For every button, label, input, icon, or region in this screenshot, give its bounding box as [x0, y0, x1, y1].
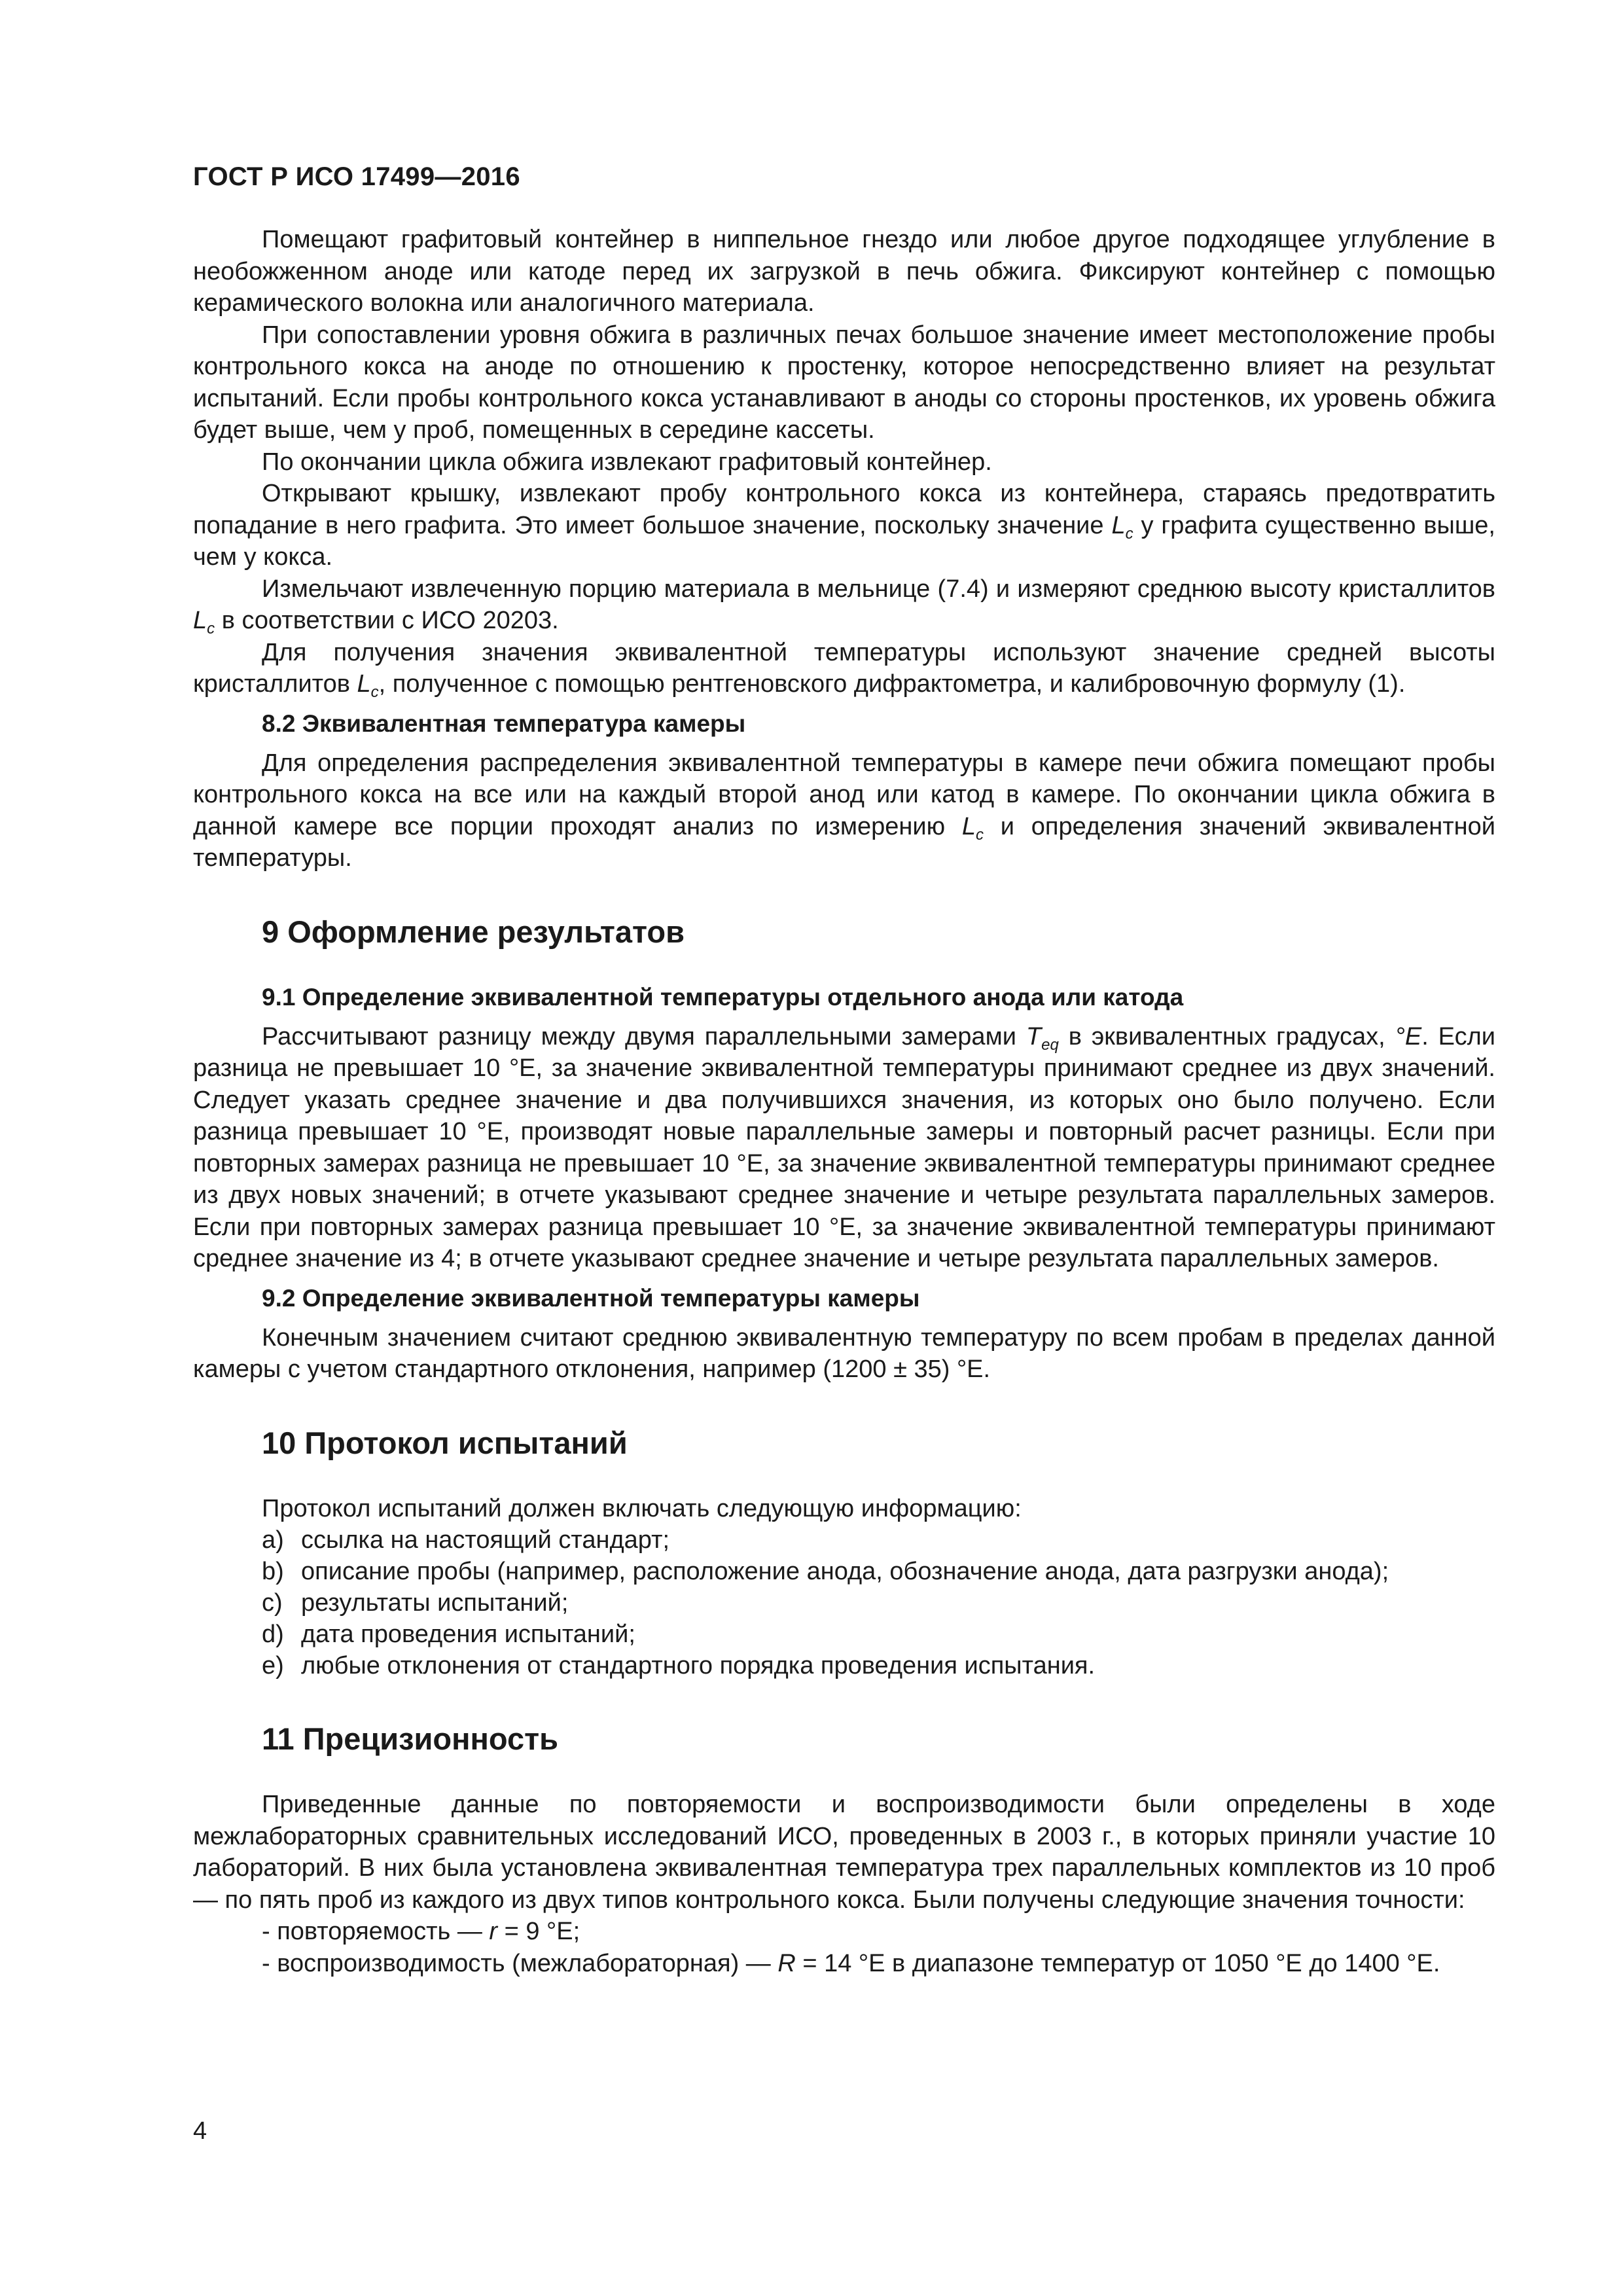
subsection-heading: 8.2 Эквивалентная температура камеры: [262, 709, 746, 737]
paragraph: Протокол испытаний должен включать следующую информацию:: [262, 1494, 1022, 1522]
symbol-T: T: [1026, 1022, 1042, 1050]
subscript-c: c: [370, 683, 379, 701]
list-item: a) ссылка на настоящий стандарт;: [262, 1526, 670, 1554]
paragraph: Конечным значением считают среднюю эквивалентную температуру по всем пробам в пределах данной камеры с учетом стандартного отклонения, например (1200 ± 35) °E.: [193, 1323, 1495, 1383]
subscript-c: c: [1125, 524, 1133, 543]
list-item: b) описание пробы (например, расположение анода, обозначение анода, дата разгрузки анода);: [262, 1558, 1389, 1585]
symbol-L: L: [193, 607, 207, 634]
symbol-L: L: [1111, 511, 1126, 539]
symbol-R: R: [777, 1949, 796, 1977]
list-item: d) дата проведения испытаний;: [262, 1621, 635, 1648]
paragraph: Открывают крышку, извлекают пробу контрольного кокса из контейнера, стараясь предотвратить попадание в него графита. Это имеет большое значение, поскольку значение $L_c$ у графита существенно выше, чем у кокса.: [193, 480, 1495, 571]
unit-symbol: °E: [1395, 1022, 1422, 1050]
paragraph: При сопоставлении уровня обжига в различных печах большое значение имеет местоположение пробы контрольного кокса на аноде по отношению к простенку, которое непосредственно влияет на результат испытаний. Если пробы контрольного кокса устанавливают в аноды со стороны простенков, их уровень обжига будет выше, чем у проб, помещенных в середине кассеты.: [193, 321, 1495, 444]
document-page: [193, 157, 1495, 1979]
paragraph: Рассчитывают разницу между двумя параллельными замерами $T_{eq}$ в эквивалентных градусах, °E. Если разница не превышает 10 °E, за значение эквивалентной температуры принимают среднее из двух значений. Следует указать среднее значение и два получившихся значения, из которых оно было получено. Если разница превышает 10 °E, производят новые параллельные замеры и повторный расчет разницы. Если при повторных замерах разница не превышает 10 °E, за значение эквивалентной температуры принимают среднее из двух новых значений; в отчете указывают среднее значение и четыре результата параллельных замеров. Если при повторных замерах разница превышает 10 °E, за значение эквивалентной температуры принимают среднее значение из 4; в отчете указывают среднее значение и четыре результата параллельных замеров.: [193, 1022, 1496, 1272]
subsection-heading: 9.1 Определение эквивалентной температуры отдельного анода или катода: [262, 983, 1184, 1011]
document-header: ГОСТ Р ИСО 17499—2016: [193, 162, 520, 191]
paragraph: Для получения значения эквивалентной температуры используют значение средней высоты кристаллитов $L_c$, полученное с помощью рентгеновского дифрактометра, и калибровочную формулу (1).: [193, 638, 1495, 701]
paragraph: Измельчают извлеченную порцию материала в мельнице (7.4) и измеряют среднюю высоту кристаллитов $L_c$ в соответствии с ИСО 20203.: [193, 575, 1495, 637]
paragraph: Для определения распределения эквивалентной температуры в камере печи обжига помещают пробы контрольного кокса на все или на каждый второй анод или катод в камере. По окончании цикла обжига в данной камере все порции проходят анализ по измерению $L_c$ и определения значений эквивалентной температуры.: [193, 749, 1496, 872]
symbol-L: L: [357, 670, 371, 698]
subscript-c: c: [207, 620, 215, 637]
page-number: 4: [193, 2117, 207, 2145]
paragraph: - воспроизводимость (межлабораторная) — R = 14 °E в диапазоне температур от 1050 °E до 1400 °E.: [262, 1949, 1440, 1977]
paragraph: - повторяемость — r = 9 °E;: [262, 1918, 580, 1945]
paragraph: Помещают графитовый контейнер в ниппельное гнездо или любое другое подходящее углубление в необожженном аноде или катоде перед их загрузкой в печь обжига. Фиксируют контейнер с помощью керамического волокна или аналогичного материала.: [193, 226, 1495, 317]
paragraph: По окончании цикла обжига извлекают графитовый контейнер.: [262, 448, 992, 476]
section-heading: 10 Протокол испытаний: [262, 1425, 628, 1460]
symbol-L: L: [961, 812, 976, 840]
list-item: c) результаты испытаний;: [262, 1589, 569, 1617]
subscript-eq: eq: [1041, 1035, 1059, 1054]
subscript-c: c: [976, 825, 984, 844]
subsection-heading: 9.2 Определение эквивалентной температуры камеры: [262, 1284, 920, 1312]
section-heading: 9 Оформление результатов: [262, 914, 685, 949]
paragraph: Приведенные данные по повторяемости и воспроизводимости были определены в ходе межлабораторных сравнительных исследований ИСО, проведенных в 2003 г., в которых приняли участие 10 лабораторий. В них была установлена эквивалентная температура трех параллельных комплектов из 10 проб — по пять проб из каждого из двух типов контрольного кокса. Были получены следующие значения точности:: [193, 1791, 1495, 1914]
symbol-r: r: [489, 1918, 498, 1945]
section-heading: 11 Прецизионность: [262, 1721, 559, 1756]
list-item: e) любые отклонения от стандартного порядка проведения испытания.: [262, 1652, 1096, 1679]
